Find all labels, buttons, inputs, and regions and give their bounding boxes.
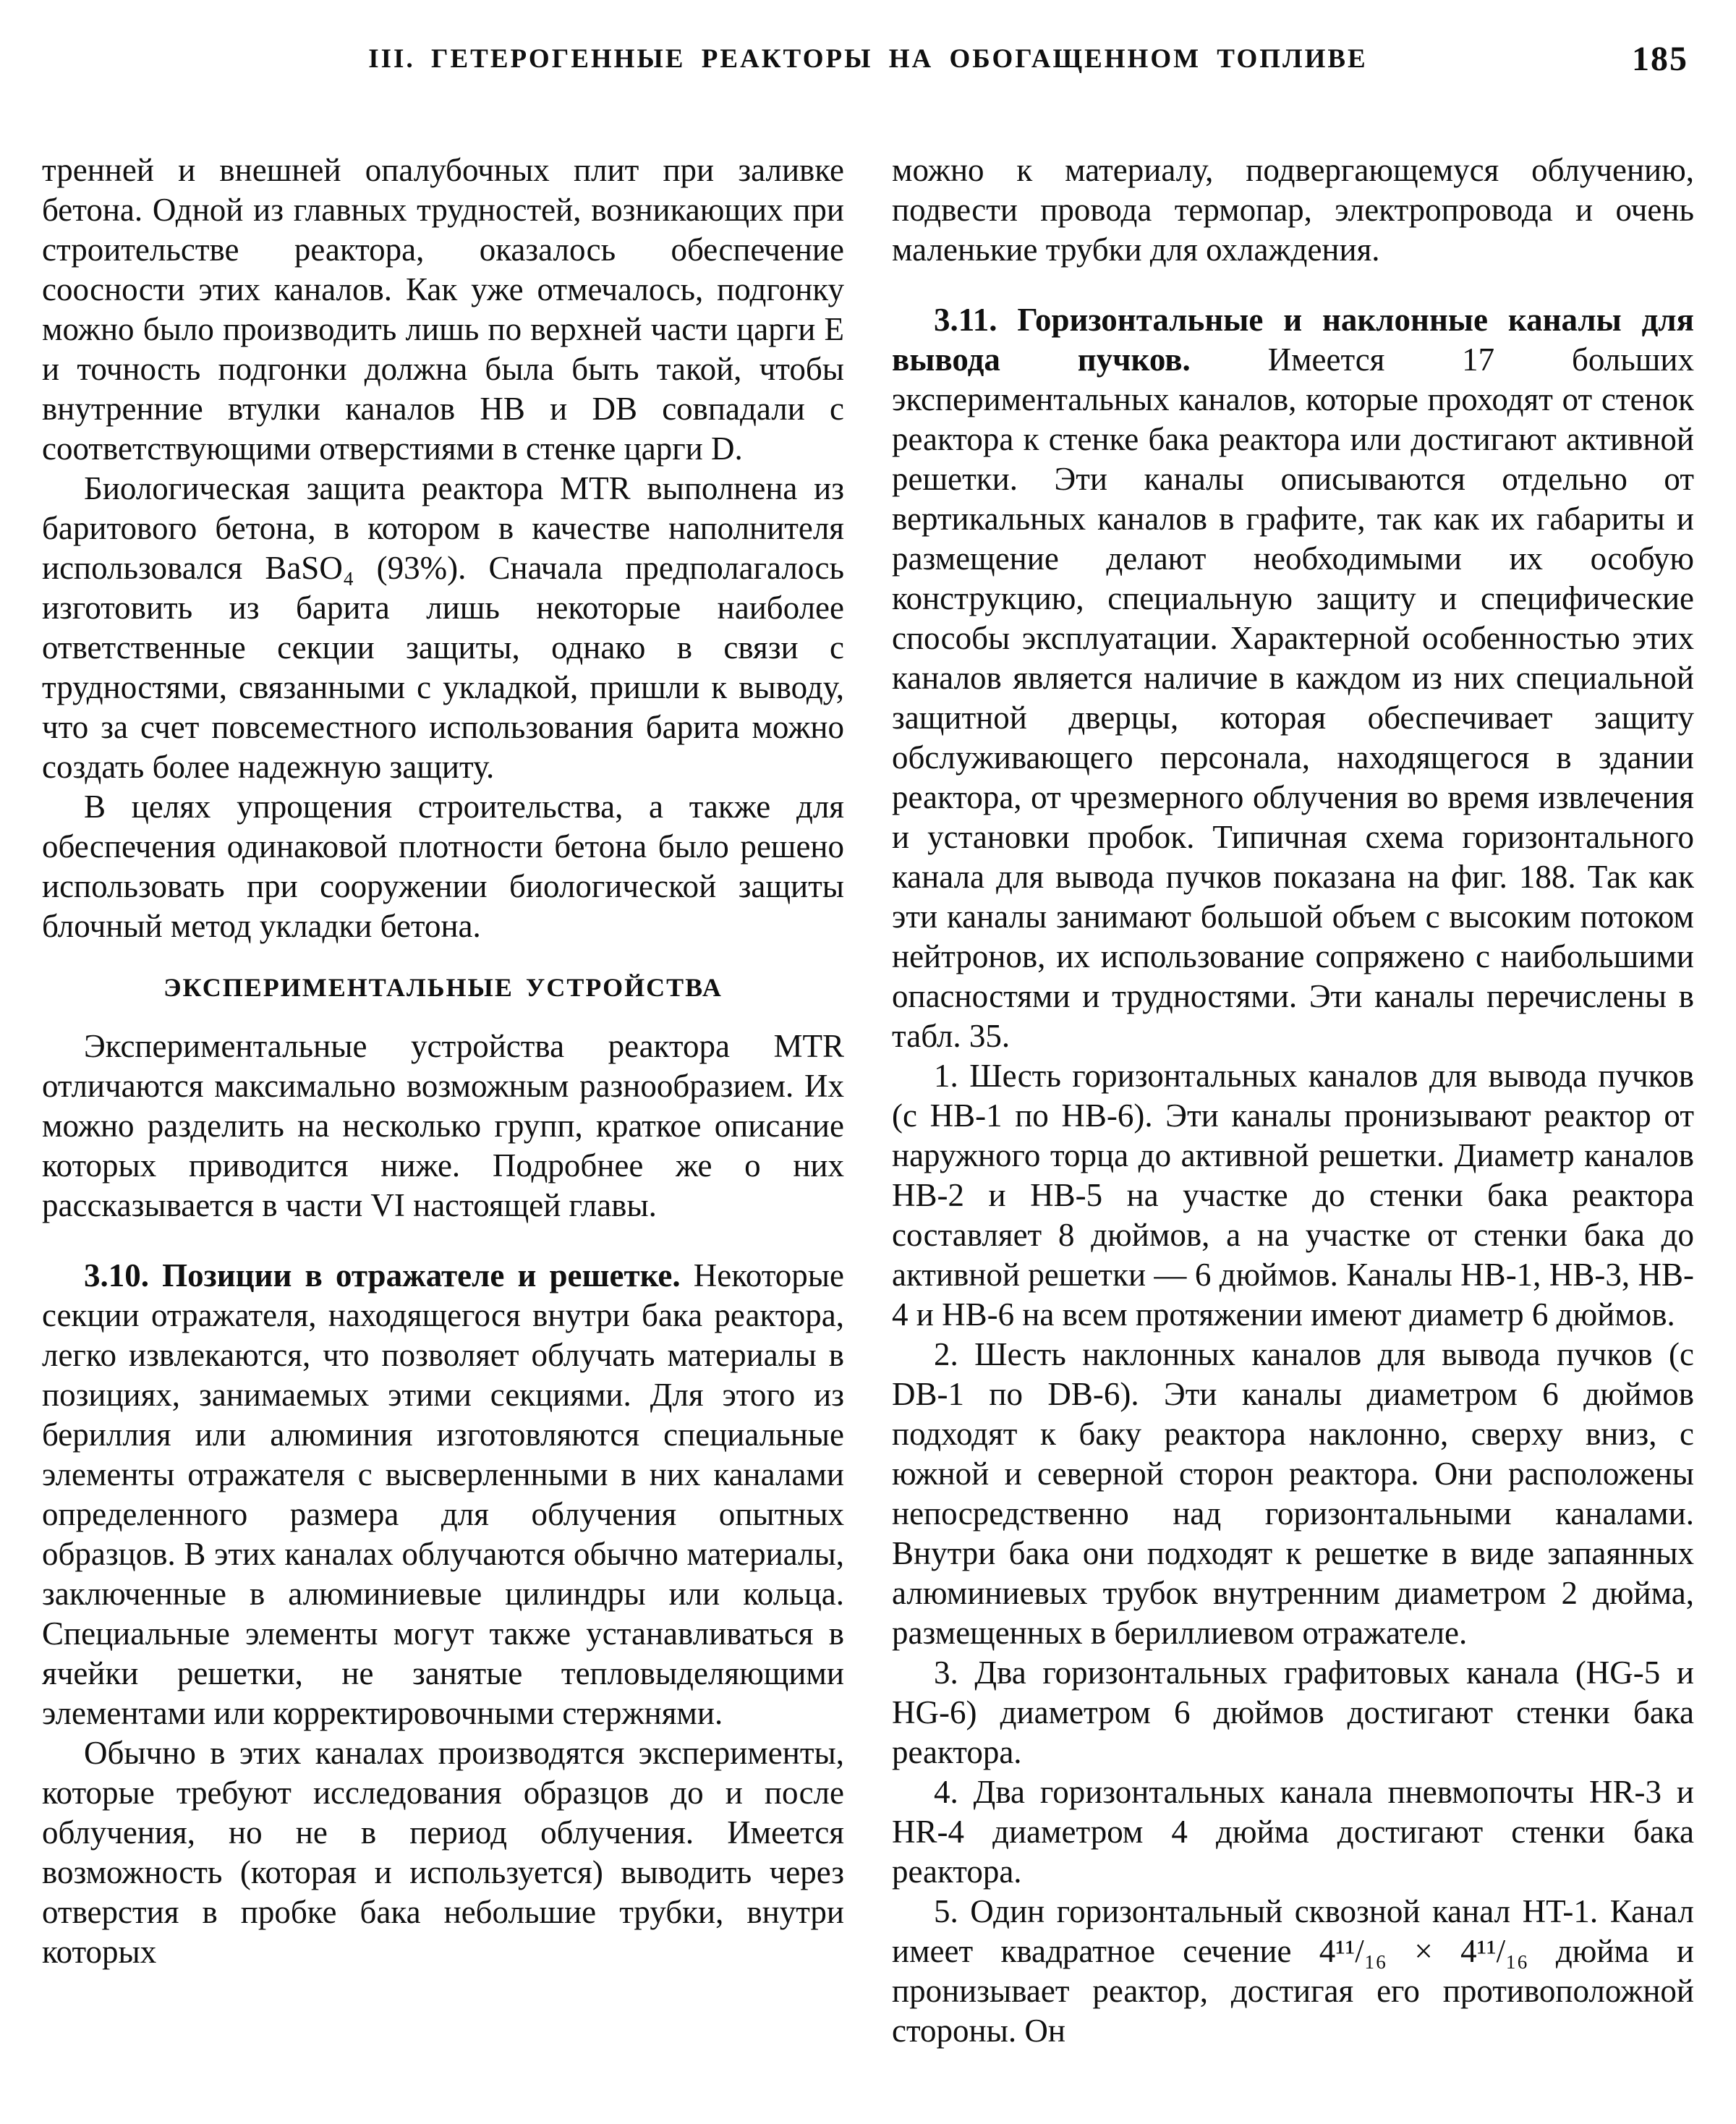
running-head xyxy=(42,40,1694,87)
paragraph-text: Имеется 17 больших экспериментальных каналов, которые проходят от стенок реактора к стенке бака реактора или достигают активной решетки. Эти каналы описываются отдельно от вертикальных каналов в графите, так как их габариты и размещение делают необходимыми их особую конструкцию, специальную защиту и специфические способы эксплуатации. Характерной особенностью этих каналов является наличие в каждом из них специальной защитной дверцы, которая обеспечивает защиту обслуживающего персонала, находящегося в здании реактора, от чрезмерного облучения во время извлечения и установки пробок. Типичная схема горизонтального канала для вывода пучков показана на фиг. 188. Так как эти каналы занимают большой объем с высоким потоком нейтронов, их использование сопряжено с наибольшими опасностями и трудностями. Эти каналы перечислены в табл. 35. xyxy=(892,341,1694,1054)
text-columns xyxy=(42,150,1694,2051)
paragraph: Биологическая защита реактора MTR выполнена из баритового бетона, в котором в качестве наполнителя использовался BaSO₄ (93%). Сначала предполагалось изготовить из барита лишь некоторые наиболее ответственные секции защиты, однако в связи с трудностями, связанными с укладкой, пришли к выводу, что за счет повсеместного использования барита можно создать более надежную защиту. xyxy=(42,470,844,785)
paragraph: Обычно в этих каналах производятся эксперименты, которые требуют исследования образцов до и после облучения, но не в период облучения. Имеется возможность (которая и используется) выводить через отверстия в пробке бака небольшие трубки, внутри которых xyxy=(42,1735,844,1970)
paragraph-list-item-1: 1. Шесть горизонтальных каналов для вывода пучков (с HB-1 по HB-6). Эти каналы пронизывают реактор от наружного торца до активной решетки. Диаметр каналов HB-2 и HB-5 на участке до стенки бака реактора составляет 8 дюймов, а на участке от стенки бака до активной решетки — 6 дюймов. Каналы HB-1, HB-3, HB-4 и HB-6 на всем протяжении имеют диаметр 6 дюймов. xyxy=(892,1058,1694,1333)
running-title: III. ГЕТЕРОГЕННЫЕ РЕАКТОРЫ НА ОБОГАЩЕННОМ ТОПЛИВЕ xyxy=(368,44,1368,74)
paragraph-list-item-2: 2. Шесть наклонных каналов для вывода пучков (с DB-1 по DB-6). Эти каналы диаметром 6 дюймов подходят к баку реактора наклонно, сверху вниз, с южной и северной сторон реактора. Они расположены непосредственно над горизонтальными каналами. Внутри бака они подходят к решетке в виде запаянных алюминиевых трубок внутренним диаметром 2 дюйма, размещенных в бериллиевом отражателе. xyxy=(892,1336,1694,1651)
paragraph: тренней и внешней опалубочных плит при заливке бетона. Одной из главных трудностей, возникающих при строительстве реактора, оказалось обеспечение соосности этих каналов. Как уже отмечалось, подгонку можно было производить лишь по верхней части царги E и точность подгонки должна была быть такой, чтобы внутренние втулки каналов HB и DB совпадали с соответствующими отверстиями в стенке царги D. xyxy=(42,152,844,467)
paragraph: В целях упрощения строительства, а также для обеспечения одинаковой плотности бетона было решено использовать при сооружении биологической защиты блочный метод укладки бетона. xyxy=(42,789,844,944)
paragraph: можно к материалу, подвергающемуся облучению, подвести провода термопар, электропровода и очень маленькие трубки для охлаждения. xyxy=(892,152,1694,268)
paragraph-list-item-4: 4. Два горизонтальных канала пневмопочты HR-3 и HR-4 диаметром 4 дюйма достигают стенки бака реактора. xyxy=(892,1774,1694,1890)
section-heading-experimental-devices: ЭКСПЕРИМЕНТАЛЬНЫЕ УСТРОЙСТВА xyxy=(163,973,723,1002)
section-3-11-lead: 3.11. Горизонтальные и наклонные каналы для вывода пучков. xyxy=(892,302,1694,378)
section-3-10-lead: 3.10. Позиции в отражателе и решетке. xyxy=(84,1257,681,1293)
paragraph: Экспериментальные устройства реактора MTR отличаются максимально возможным разнообразием. Их можно разделить на несколько групп, краткое описание которых приводится ниже. Подробнее же о них рассказывается в части VI настоящей главы. xyxy=(42,1028,844,1223)
right-column xyxy=(892,150,1694,2051)
paragraph-list-item-5: 5. Один горизонтальный сквозной канал HT-1. Канал имеет квадратное сечение 4¹¹/₁₆ × 4¹¹/₁₆ дюйма и пронизывает реактор, достигая его противоположной стороны. Он xyxy=(892,1893,1694,2049)
paragraph-section-3-10 xyxy=(42,1256,844,1733)
paragraph-text: Некоторые секции отражателя, находящегося внутри бака реактора, легко извлекаются, что позволяет облучать материалы в позициях, занимаемых этими секциями. Для этого из бериллия или алюминия изготовляются специальные элементы отражателя с высверленными в них каналами определенного размера для облучения опытных образцов. В этих каналах облучаются обычно материалы, заключенные в алюминиевые цилиндры или кольца. Специальные элементы могут также устанавливаться в ячейки решетки, не занятые тепловыделяющими элементами или корректировочными стержнями. xyxy=(42,1257,845,1731)
left-column xyxy=(42,150,844,2051)
paragraph-list-item-3: 3. Два горизонтальных графитовых канала (HG-5 и HG-6) диаметром 6 дюймов достигают стенки бака реактора. xyxy=(892,1654,1694,1770)
paragraph-section-3-11 xyxy=(892,300,1694,1056)
page-number: 185 xyxy=(1632,40,1688,78)
